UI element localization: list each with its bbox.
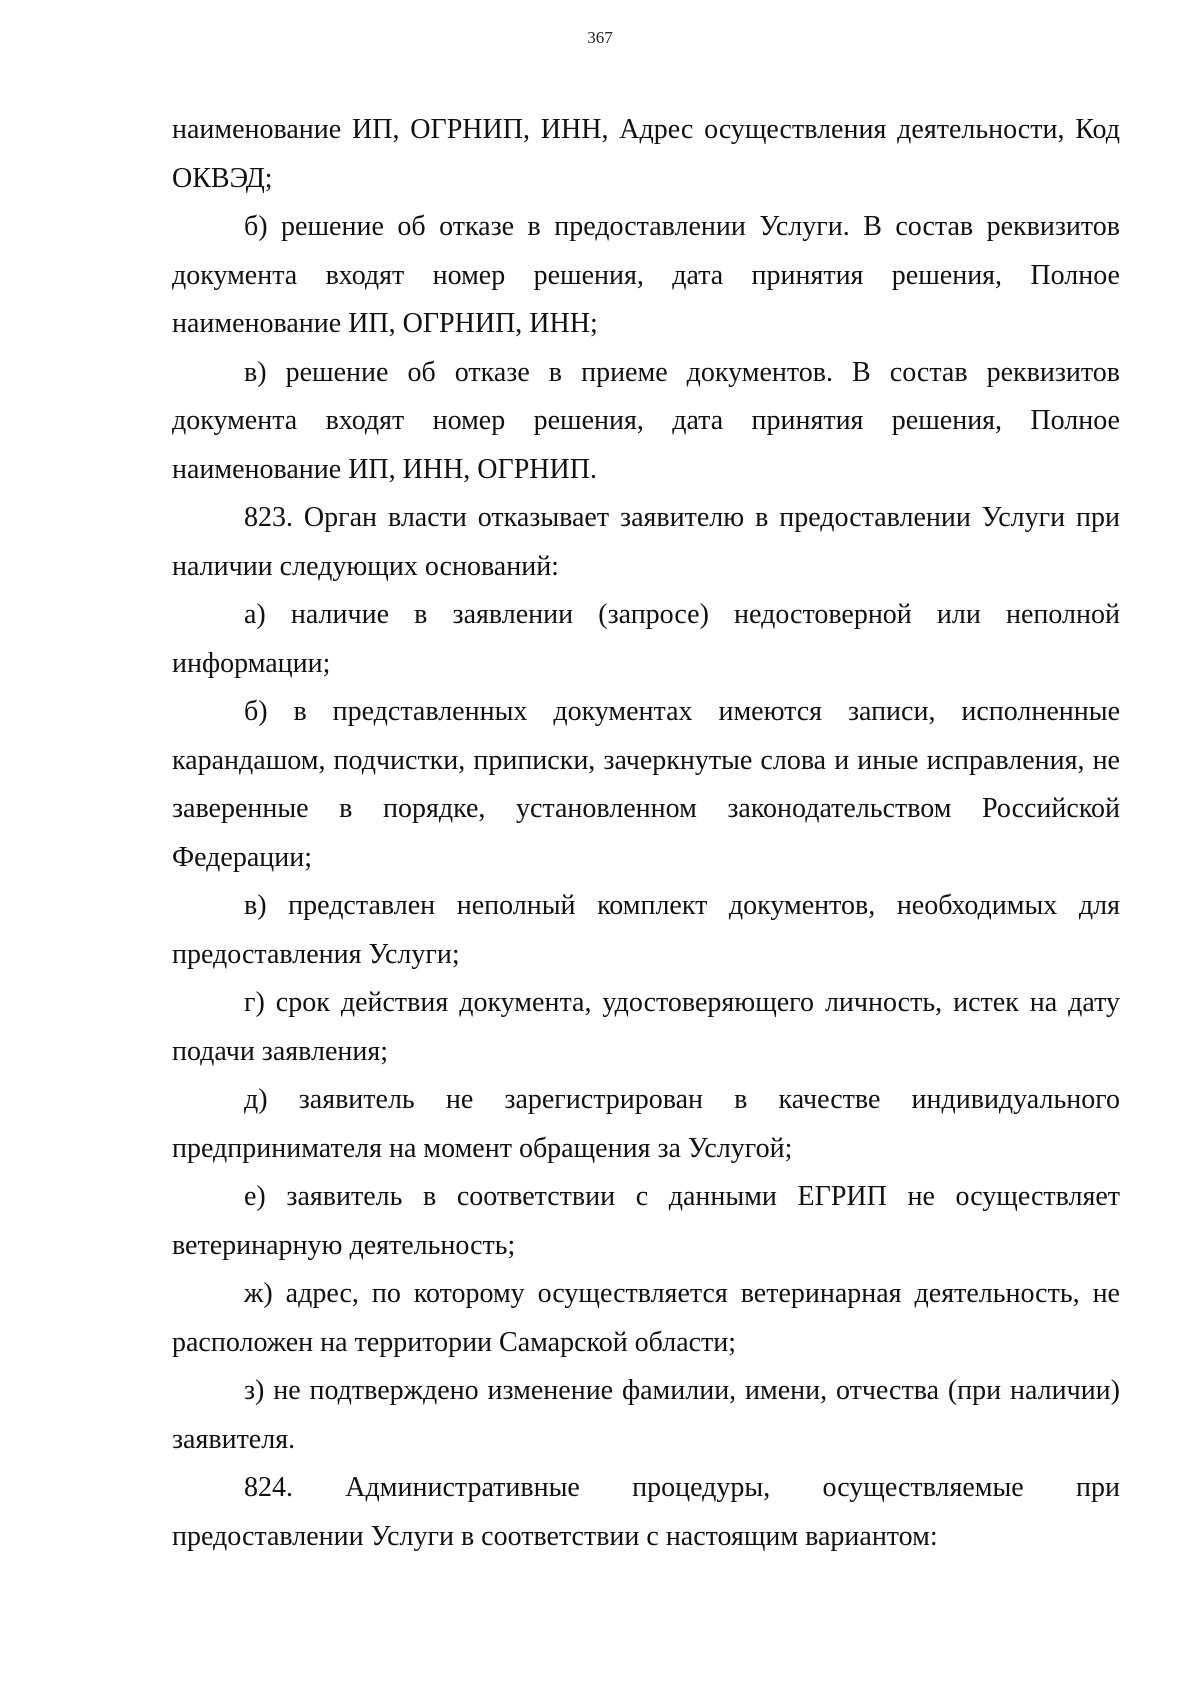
list-item-v: в) представлен неполный комплект документов, необходимых для предоставления Услуги; [172, 890, 1120, 970]
paragraph-v-refusal-documents: в) решение об отказе в приеме документов. В состав реквизитов документа входят номер решения, дата принятия решения, Полное наименование ИП, ИНН, ОГРНИП. [172, 356, 1120, 485]
list-item-d: д) заявитель не зарегистрирован в качестве индивидуального предпринимателя на момент обращения за Услугой; [172, 1084, 1120, 1164]
list-item-g: г) срок действия документа, удостоверяющего личность, истек на дату подачи заявления; [172, 987, 1120, 1067]
paragraph-823: 823. Орган власти отказывает заявителю в предоставлении Услуги при наличии следующих оснований: [172, 502, 1120, 582]
list-item-zh: ж) адрес, по которому осуществляется ветеринарная деятельность, не расположен на территории Самарской области; [172, 1278, 1120, 1358]
list-item-e: е) заявитель в соответствии с данными ЕГРИП не осуществляет ветеринарную деятельность; [172, 1181, 1120, 1261]
list-item-a: а) наличие в заявлении (запросе) недостоверной или неполной информации; [172, 599, 1120, 679]
document-body [172, 106, 1120, 1561]
paragraph-824: 824. Административные процедуры, осуществляемые при предоставлении Услуги в соответствии с настоящим вариантом: [172, 1472, 1120, 1552]
list-item-z: з) не подтверждено изменение фамилии, имени, отчества (при наличии) заявителя. [172, 1375, 1120, 1455]
list-item-b: б) в представленных документах имеются записи, исполненные карандашом, подчистки, приписки, зачеркнутые слова и иные исправления, не заверенные в порядке, установленном законодательством Российской Федерации; [172, 696, 1120, 873]
paragraph-b-refusal-service: б) решение об отказе в предоставлении Услуги. В состав реквизитов документа входят номер решения, дата принятия решения, Полное наименование ИП, ОГРНИП, ИНН; [172, 211, 1120, 339]
paragraph-continuation: наименование ИП, ОГРНИП, ИНН, Адрес осуществления деятельности, Код ОКВЭД; [172, 114, 1120, 194]
page-number: 367 [587, 28, 613, 47]
